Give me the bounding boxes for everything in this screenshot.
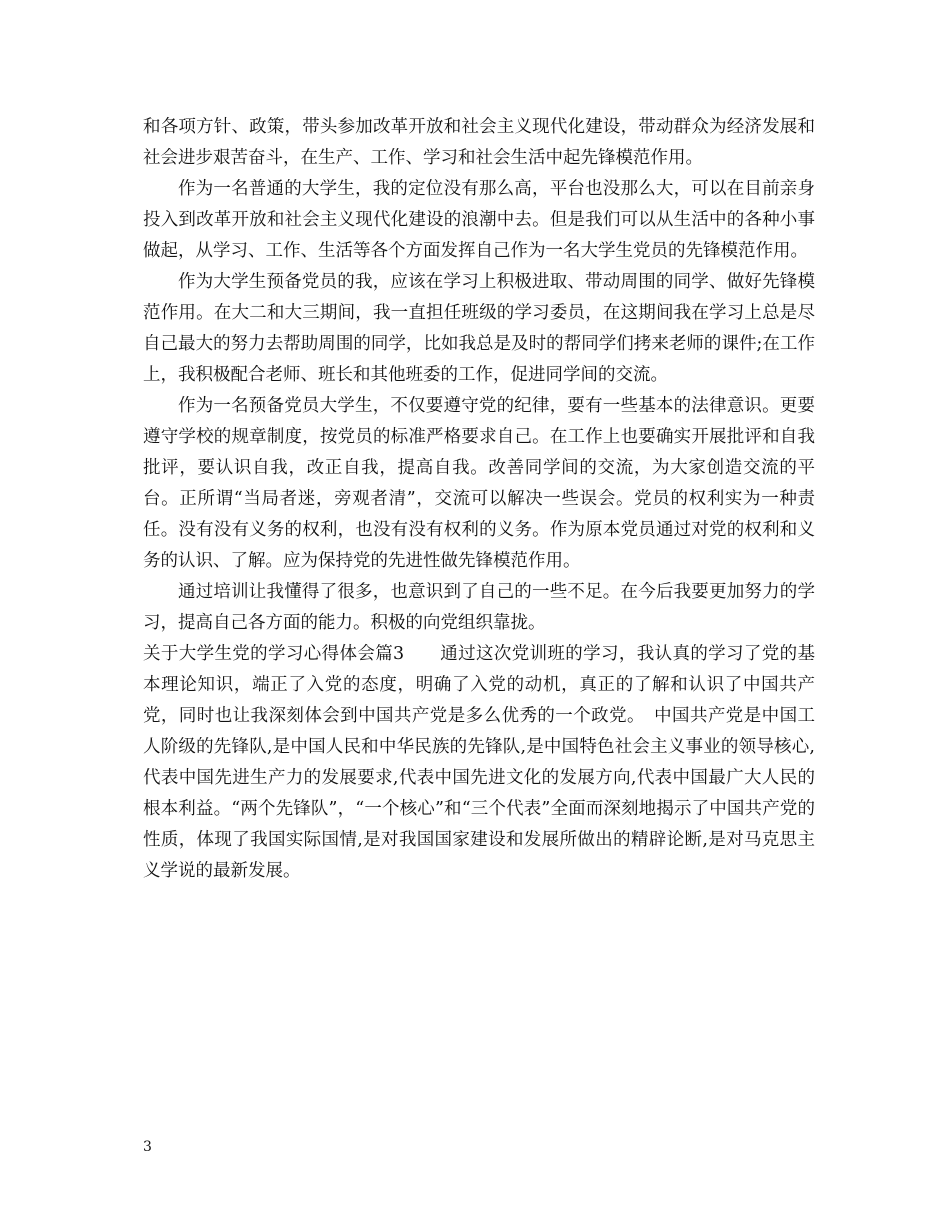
paragraph-2: 作为一名普通的大学生，我的定位没有那么高，平台也没那么大，可以在目前亲身投入到改革开放和社会主义现代化建设的浪潮中去。但是我们可以从生活中的各种小事做起，从学习、工作、生活等各个方面发挥自己作为一名大学生党员的先锋模范作用。 bbox=[143, 179, 815, 261]
paragraph-4: 作为一名预备党员大学生，不仅要遵守党的纪律，要有一些基本的法律意识。更要遵守学校的规章制度，按党员的标准严格要求自己。在工作上也要确实开展批评和自我批评，要认识自我，改正自我，提高自我。改善同学间的交流，为大家创造交流的平台。正所谓“当局者迷，旁观者清”，交流可以解决一些误会。党员的权利实为一种责任。没有没有义务的权利，也没有没有权利的义务。作为原本党员通过对党的权利和义务的认识、了解。应为保持党的先进性做先锋模范作用。 bbox=[143, 396, 815, 571]
paragraph-6-section-heading: 关于大学生党的学习心得体会篇3 通过这次党训班的学习，我认真的学习了党的基本理论知识，端正了入党的态度，明确了入党的动机，真正的了解和认识了中国共产党，同时也让我深刻体会到中国共产党是多么优秀的一个政党。 中国共产党是中国工人阶级的先锋队,是中国人民和中华民族的先锋队,是中国特色社会主义事业的领导核心,代表中国先进生产力的发展要求,代表中国先进文化的发展方向,代表中国最广大人民的根本利益。“两个先锋队”，“一个核心”和“三个代表”全面而深刻地揭示了中国共产党的性质，体现了我国实际国情,是对我国国家建设和发展所做出的精辟论断,是对马克思主义学说的最新发展。 bbox=[143, 644, 815, 881]
paragraph-5: 通过培训让我懂得了很多，也意识到了自己的一些不足。在今后我要更加努力的学习，提高自己各方面的能力。积极的向党组织靠拢。 bbox=[143, 582, 815, 633]
paragraph-1: 和各项方针、政策，带头参加改革开放和社会主义现代化建设，带动群众为经济发展和社会进步艰苦奋斗，在生产、工作、学习和社会生活中起先锋模范作用。 bbox=[143, 117, 815, 168]
paragraph-3: 作为大学生预备党员的我，应该在学习上积极进取、带动周围的同学、做好先锋模范作用。在大二和大三期间，我一直担任班级的学习委员，在这期间我在学习上总是尽自己最大的努力去帮助周围的同学，比如我总是及时的帮同学们拷来老师的课件;在工作上，我积极配合老师、班长和其他班委的工作，促进同学间的交流。 bbox=[143, 272, 815, 385]
page-number: 3 bbox=[143, 1139, 152, 1155]
document-body bbox=[143, 112, 815, 887]
